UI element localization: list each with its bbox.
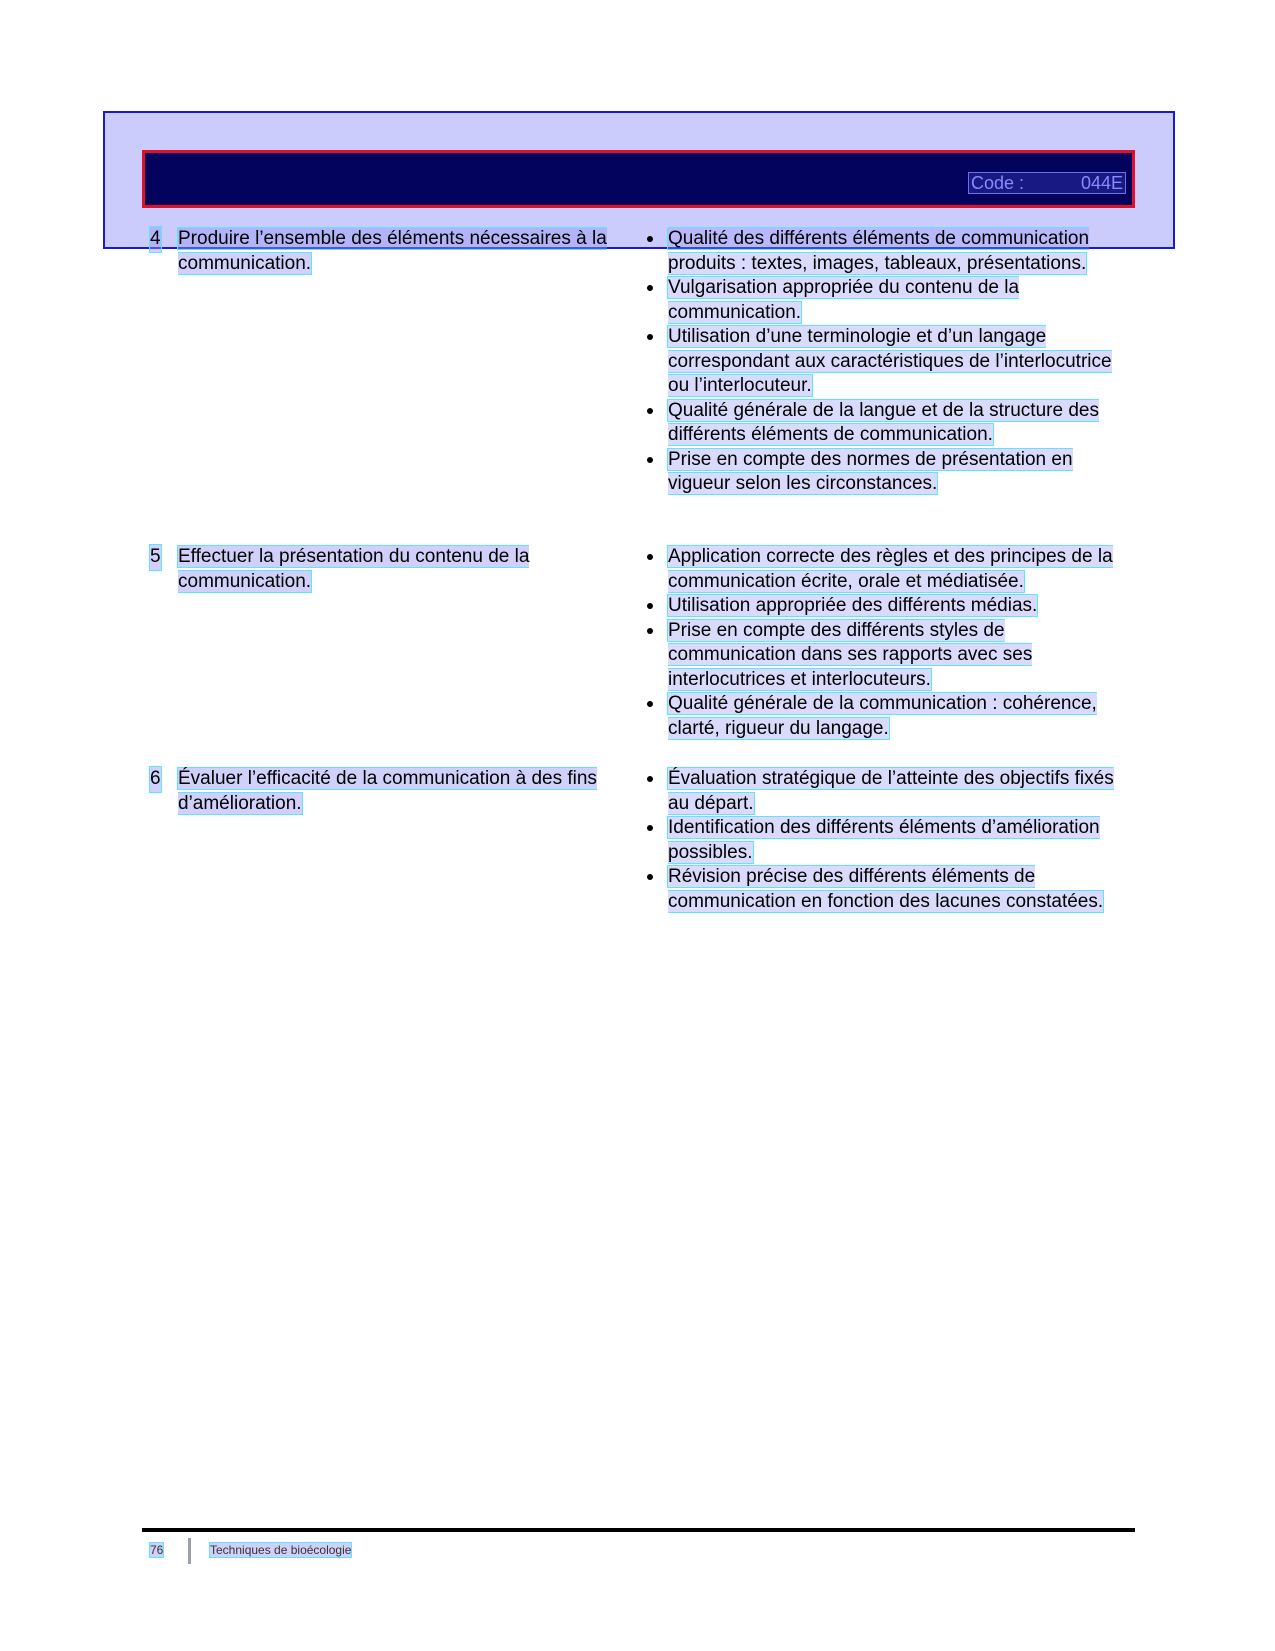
element-number: 6 [150,767,161,792]
footer-divider [188,1538,191,1564]
code-label: Code : [971,173,1025,193]
criterion-item: Vulgarisation appropriée du contenu de la communication. [645,276,1125,325]
criterion-item: Qualité générale de la langue et de la structure des différents éléments de communication. [645,399,1125,448]
page-number: 76 [150,1543,164,1557]
criterion-item: Prise en compte des normes de présentation en vigueur selon les circonstances. [645,448,1125,497]
performance-criteria-list [645,545,1125,741]
code-field [968,172,1126,194]
footer-title: Techniques de bioécologie [210,1543,352,1557]
criterion-item: Utilisation d’une terminologie et d’un langage correspondant aux caractéristiques de l’interlocutrice ou l’interlocuteur. [645,325,1125,399]
criterion-item: Identification des différents éléments d’amélioration possibles. [645,816,1125,865]
competency-header-bar [142,150,1135,208]
performance-criteria-list [645,227,1125,497]
criterion-item: Qualité des différents éléments de communication produits : textes, images, tableaux, présentations. [645,227,1125,276]
element-number: 4 [150,227,161,252]
performance-criteria-list [645,767,1125,914]
criterion-item: Prise en compte des différents styles de communication dans ses rapports avec ses interlocutrices et interlocuteurs. [645,619,1125,693]
element-number: 5 [150,545,161,570]
element-text: Évaluer l’efficacité de la communication à des fins d’amélioration. [178,768,597,814]
element-text: Effectuer la présentation du contenu de la communication. [178,546,530,592]
criterion-item: Révision précise des différents éléments de communication en fonction des lacunes constatées. [645,865,1125,914]
criterion-item: Qualité générale de la communication : cohérence, clarté, rigueur du langage. [645,692,1125,741]
element-text: Produire l’ensemble des éléments nécessaires à la communication. [178,228,607,274]
criterion-item: Utilisation appropriée des différents médias. [645,594,1125,619]
code-value: 044E [1080,173,1123,193]
criterion-item: Application correcte des règles et des principes de la communication écrite, orale et médiatisée. [645,545,1125,594]
footer-rule [142,1528,1135,1532]
criterion-item: Évaluation stratégique de l’atteinte des objectifs fixés au départ. [645,767,1125,816]
